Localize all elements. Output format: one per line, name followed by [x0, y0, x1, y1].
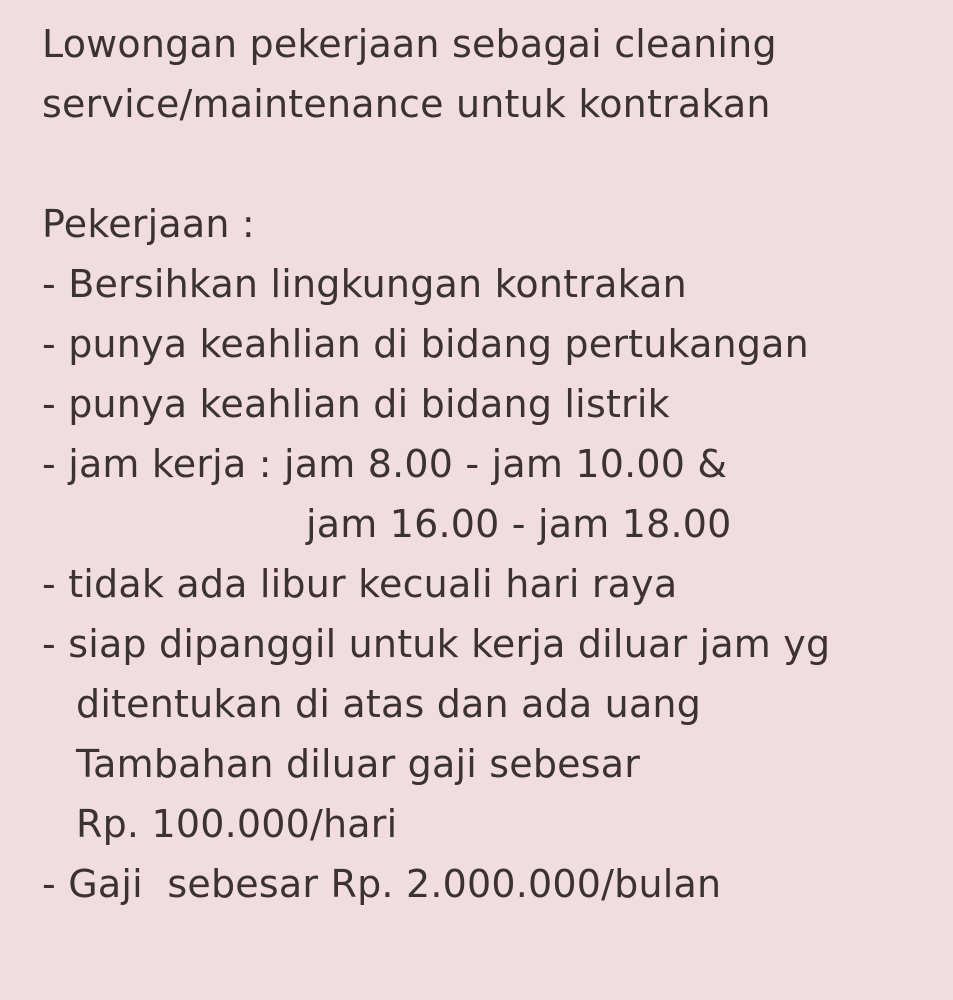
list-item: - tidak ada libur kecuali hari raya — [42, 562, 678, 606]
list-item: - jam kerja : jam 8.00 - jam 10.00 & — [42, 442, 728, 486]
title-line-2: service/maintenance untuk kontrakan — [42, 82, 771, 126]
section-heading: Pekerjaan : — [42, 202, 255, 246]
list-item: - Gaji sebesar Rp. 2.000.000/bulan — [42, 862, 722, 906]
list-item-continuation: Tambahan diluar gaji sebesar — [76, 742, 641, 786]
list-item: - siap dipanggil untuk kerja diluar jam yg — [42, 622, 831, 666]
list-item-continuation: jam 16.00 - jam 18.00 — [306, 502, 732, 546]
list-item: - Bersihkan lingkungan kontrakan — [42, 262, 687, 306]
list-item: - punya keahlian di bidang listrik — [42, 382, 670, 426]
list-item: - punya keahlian di bidang pertukangan — [42, 322, 809, 366]
title-line-1: Lowongan pekerjaan sebagai cleaning — [42, 22, 777, 66]
list-item-continuation: Rp. 100.000/hari — [76, 802, 398, 846]
list-item-continuation: ditentukan di atas dan ada uang — [76, 682, 702, 726]
